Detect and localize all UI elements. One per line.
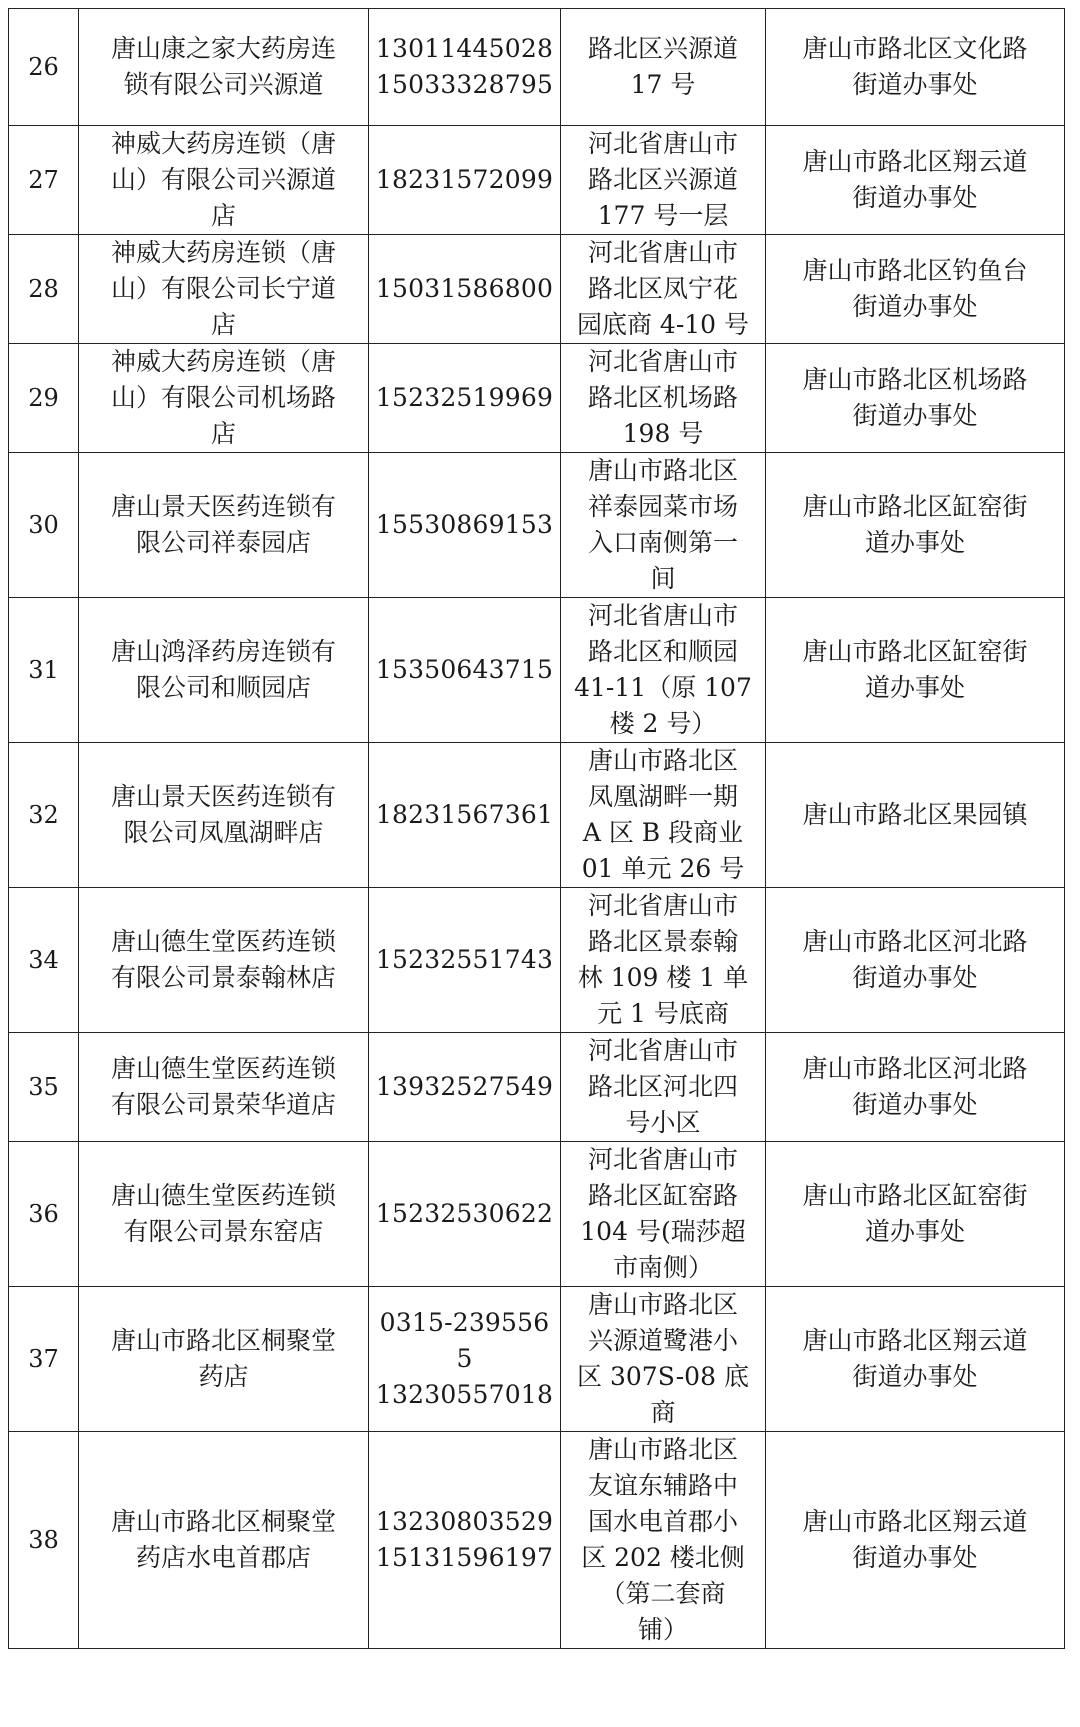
phone-cell (369, 743, 561, 888)
address-cell (561, 1432, 766, 1649)
address-line: （第二套商 (600, 1579, 726, 1608)
phone-cell (369, 453, 561, 598)
store-name-line: 唐山景天医药连锁有 (110, 782, 336, 811)
office-line: 唐山市路北区文化路 (802, 34, 1028, 63)
address-cell (561, 743, 766, 888)
address-cell (561, 344, 766, 453)
office-cell (766, 1287, 1065, 1432)
address-cell (561, 453, 766, 598)
store-name-line: 药店 (198, 1362, 249, 1391)
address-line: 国水电首郡小 (587, 1507, 738, 1536)
store-name-line: 限公司和顺园店 (135, 673, 311, 702)
table-row (9, 888, 1065, 1033)
address-line: 河北省唐山市 (587, 1036, 738, 1065)
store-name-cell (79, 453, 369, 598)
store-name-cell (79, 598, 369, 743)
address-line: 河北省唐山市 (587, 347, 738, 376)
table-row (9, 235, 1065, 344)
table-row (9, 1432, 1065, 1649)
row-number: 35 (9, 1033, 79, 1142)
phone-line: 15232551743 (375, 945, 554, 974)
office-line: 街道办事处 (852, 292, 978, 321)
phone-line: 0315-239556 (379, 1308, 550, 1337)
store-name-cell (79, 235, 369, 344)
office-line: 唐山市路北区河北路 (802, 927, 1028, 956)
phone-line: 15350643715 (375, 655, 554, 684)
row-number: 27 (9, 126, 79, 235)
office-cell (766, 888, 1065, 1033)
store-name-line: 唐山市路北区桐聚堂 (110, 1326, 336, 1355)
row-number: 38 (9, 1432, 79, 1649)
store-name-line: 唐山德生堂医药连锁 (110, 1054, 336, 1083)
phone-cell (369, 1432, 561, 1649)
office-line: 街道办事处 (852, 401, 978, 430)
address-line: 路北区和顺园 (587, 637, 738, 666)
phone-line: 15031586800 (375, 274, 554, 303)
store-name-cell (79, 1287, 369, 1432)
address-cell (561, 598, 766, 743)
store-name-line: 唐山市路北区桐聚堂 (110, 1507, 336, 1536)
address-line: 区 202 楼北侧 (581, 1543, 745, 1572)
store-name-line: 锁有限公司兴源道 (123, 70, 324, 99)
address-line: 唐山市路北区 (587, 746, 738, 775)
address-line: 唐山市路北区 (587, 1435, 738, 1464)
store-name-cell (79, 1432, 369, 1649)
address-line: 河北省唐山市 (587, 1145, 738, 1174)
office-line: 唐山市路北区缸窑街 (802, 1181, 1028, 1210)
store-name-line: 有限公司景荣华道店 (110, 1090, 336, 1119)
store-name-line: 有限公司景泰翰林店 (110, 963, 336, 992)
address-line: 入口南侧第一 (587, 528, 738, 557)
table-row (9, 598, 1065, 743)
office-line: 唐山市路北区翔云道 (802, 147, 1028, 176)
phone-line: 15232519969 (375, 383, 554, 412)
phone-cell (369, 126, 561, 235)
row-number: 37 (9, 1287, 79, 1432)
row-number: 26 (9, 9, 79, 126)
store-name-cell (79, 9, 369, 126)
address-line: 路北区景泰翰 (587, 927, 738, 956)
address-line: 楼 2 号） (609, 709, 717, 738)
address-line: 间 (650, 564, 676, 593)
address-line: 园底商 4-10 号 (576, 310, 750, 339)
address-cell (561, 1033, 766, 1142)
office-cell (766, 453, 1065, 598)
office-cell (766, 743, 1065, 888)
phone-cell (369, 344, 561, 453)
store-name-line: 神威大药房连锁（唐 (110, 347, 336, 376)
row-number: 29 (9, 344, 79, 453)
address-line: 元 1 号底商 (597, 999, 729, 1028)
office-line: 街道办事处 (852, 963, 978, 992)
office-cell (766, 9, 1065, 126)
address-line: 凤凰湖畔一期 (587, 782, 738, 811)
address-cell (561, 126, 766, 235)
address-line: 路北区河北四 (587, 1072, 738, 1101)
office-line: 唐山市路北区缸窑街 (802, 492, 1028, 521)
address-cell (561, 1287, 766, 1432)
row-number: 36 (9, 1142, 79, 1287)
table-row (9, 344, 1065, 453)
store-name-line: 山）有限公司长宁道 (110, 274, 336, 303)
office-line: 道办事处 (864, 673, 965, 702)
address-line: A 区 B 段商业 (582, 818, 744, 847)
address-line: 祥泰园菜市场 (587, 492, 738, 521)
address-line: 41-11（原 107 (574, 673, 752, 702)
address-line: 17 号 (630, 70, 696, 99)
table-row (9, 743, 1065, 888)
phone-cell (369, 888, 561, 1033)
store-name-line: 唐山德生堂医药连锁 (110, 1181, 336, 1210)
store-name-line: 唐山鸿泽药房连锁有 (110, 637, 336, 666)
phone-line: 13230803529 (375, 1507, 554, 1536)
phone-cell (369, 235, 561, 344)
row-number: 32 (9, 743, 79, 888)
store-name-line: 山）有限公司兴源道 (110, 165, 336, 194)
store-name-line: 店 (210, 310, 236, 339)
store-name-line: 药店水电首郡店 (135, 1543, 311, 1572)
store-name-line: 限公司祥泰园店 (135, 528, 311, 557)
pharmacy-table (8, 8, 1065, 1649)
address-cell (561, 1142, 766, 1287)
address-line: 01 单元 26 号 (581, 854, 745, 883)
phone-line: 15530869153 (375, 510, 554, 539)
store-name-cell (79, 888, 369, 1033)
office-line: 街道办事处 (852, 1090, 978, 1119)
address-line: 路北区凤宁花 (587, 274, 738, 303)
address-line: 河北省唐山市 (587, 601, 738, 630)
phone-line: 18231572099 (375, 165, 554, 194)
office-cell (766, 344, 1065, 453)
address-line: 路北区缸窑路 (587, 1181, 738, 1210)
address-cell (561, 235, 766, 344)
address-line: 市南侧） (612, 1253, 713, 1282)
table-body (9, 9, 1065, 1649)
address-line: 河北省唐山市 (587, 891, 738, 920)
store-name-line: 山）有限公司机场路 (110, 383, 336, 412)
store-name-line: 神威大药房连锁（唐 (110, 129, 336, 158)
office-cell (766, 1142, 1065, 1287)
phone-line: 15033328795 (375, 70, 554, 99)
address-line: 唐山市路北区 (587, 456, 738, 485)
table-row (9, 1287, 1065, 1432)
address-line: 林 109 楼 1 单 (577, 963, 749, 992)
address-line: 198 号 (622, 419, 704, 448)
address-line: 铺） (637, 1615, 688, 1644)
store-name-line: 店 (210, 419, 236, 448)
office-line: 唐山市路北区机场路 (802, 365, 1028, 394)
phone-line: 18231567361 (375, 800, 554, 829)
row-number: 31 (9, 598, 79, 743)
phone-line: 5 (456, 1344, 473, 1373)
table-row (9, 1142, 1065, 1287)
address-line: 路北区兴源道 (587, 34, 738, 63)
table-row (9, 1033, 1065, 1142)
table-row (9, 453, 1065, 598)
address-cell (561, 888, 766, 1033)
office-line: 街道办事处 (852, 183, 978, 212)
phone-line: 13230557018 (375, 1380, 554, 1409)
row-number: 28 (9, 235, 79, 344)
store-name-line: 神威大药房连锁（唐 (110, 238, 336, 267)
office-line: 唐山市路北区翔云道 (802, 1507, 1028, 1536)
office-line: 街道办事处 (852, 70, 978, 99)
store-name-line: 唐山德生堂医药连锁 (110, 927, 336, 956)
office-line: 唐山市路北区果园镇 (802, 800, 1028, 829)
office-cell (766, 1033, 1065, 1142)
address-line: 河北省唐山市 (587, 238, 738, 267)
office-line: 唐山市路北区河北路 (802, 1054, 1028, 1083)
phone-line: 13932527549 (375, 1072, 554, 1101)
store-name-line: 限公司凤凰湖畔店 (123, 818, 324, 847)
address-line: 区 307S-08 底 (577, 1362, 749, 1391)
phone-line: 13011445028 (375, 34, 554, 63)
office-line: 街道办事处 (852, 1362, 978, 1391)
address-line: 友谊东辅路中 (587, 1471, 738, 1500)
phone-cell (369, 1287, 561, 1432)
phone-cell (369, 1033, 561, 1142)
store-name-cell (79, 344, 369, 453)
office-line: 街道办事处 (852, 1543, 978, 1572)
address-line: 河北省唐山市 (587, 129, 738, 158)
office-cell (766, 235, 1065, 344)
address-line: 号小区 (625, 1108, 701, 1137)
address-cell (561, 9, 766, 126)
table-row (9, 9, 1065, 126)
office-line: 道办事处 (864, 1217, 965, 1246)
address-line: 唐山市路北区 (587, 1290, 738, 1319)
store-name-line: 唐山景天医药连锁有 (110, 492, 336, 521)
store-name-line: 有限公司景东窑店 (123, 1217, 324, 1246)
office-cell (766, 1432, 1065, 1649)
row-number: 34 (9, 888, 79, 1033)
store-name-line: 唐山康之家大药房连 (110, 34, 336, 63)
store-name-line: 店 (210, 201, 236, 230)
office-line: 唐山市路北区翔云道 (802, 1326, 1028, 1355)
table-row (9, 126, 1065, 235)
address-line: 104 号(瑞莎超 (580, 1217, 746, 1246)
phone-line: 15131596197 (375, 1543, 554, 1572)
office-line: 唐山市路北区钓鱼台 (802, 256, 1028, 285)
address-line: 兴源道鹭港小 (587, 1326, 738, 1355)
address-line: 路北区机场路 (587, 383, 738, 412)
store-name-cell (79, 743, 369, 888)
store-name-cell (79, 1142, 369, 1287)
store-name-cell (79, 1033, 369, 1142)
office-line: 道办事处 (864, 528, 965, 557)
office-cell (766, 126, 1065, 235)
phone-cell (369, 9, 561, 126)
address-line: 路北区兴源道 (587, 165, 738, 194)
store-name-cell (79, 126, 369, 235)
phone-cell (369, 1142, 561, 1287)
row-number: 30 (9, 453, 79, 598)
phone-line: 15232530622 (375, 1199, 554, 1228)
office-line: 唐山市路北区缸窑街 (802, 637, 1028, 666)
phone-cell (369, 598, 561, 743)
address-line: 177 号一层 (597, 201, 729, 230)
address-line: 商 (650, 1398, 676, 1427)
office-cell (766, 598, 1065, 743)
